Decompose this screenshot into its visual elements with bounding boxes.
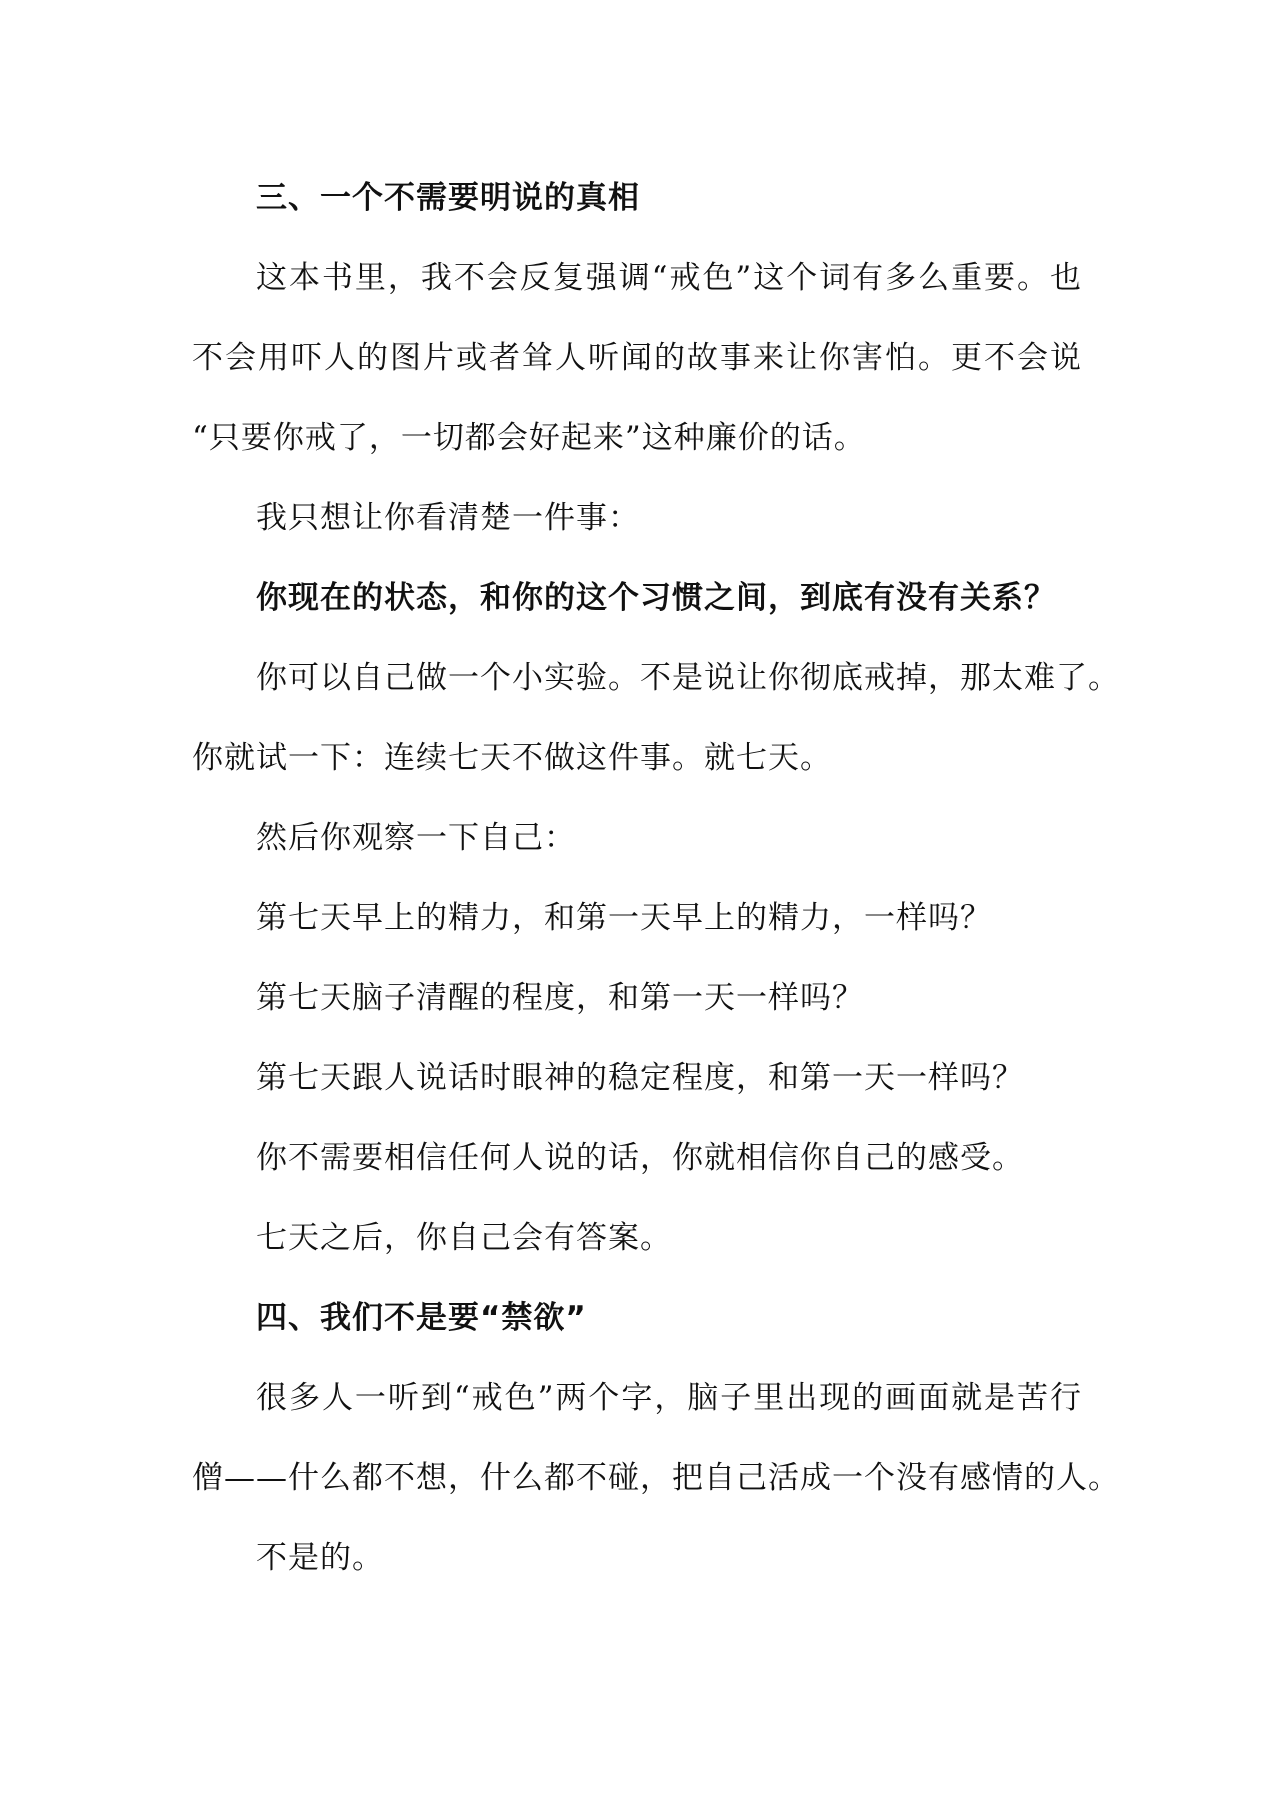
paragraph-line: 这本书里，我不会反复强调“戒色”这个词有多么重要。也 <box>256 260 1082 296</box>
paragraph-line: 僧——什么都不想，什么都不碰，把自己活成一个没有感情的人。 <box>192 1460 1120 1496</box>
paragraph-line: 七天之后，你自己会有答案。 <box>256 1220 672 1256</box>
paragraph-line: 你不需要相信任何人说的话，你就相信你自己的感受。 <box>256 1140 1024 1176</box>
paragraph-line: “只要你戒了，一切都会好起来”这种廉价的话。 <box>192 420 866 456</box>
paragraph-line: 不是的。 <box>256 1540 384 1576</box>
paragraph-line: 你可以自己做一个小实验。不是说让你彻底戒掉，那太难了。 <box>256 660 1120 696</box>
paragraph-line: 第七天脑子清醒的程度，和第一天一样吗？ <box>256 980 864 1016</box>
paragraph-line: 第七天早上的精力，和第一天早上的精力，一样吗？ <box>256 900 992 936</box>
paragraph-line: 第七天跟人说话时眼神的稳定程度，和第一天一样吗？ <box>256 1060 1024 1096</box>
paragraph-line: 你就试一下：连续七天不做这件事。就七天。 <box>192 740 832 776</box>
paragraph-line: 很多人一听到“戒色”两个字，脑子里出现的画面就是苦行 <box>256 1380 1082 1416</box>
section-heading-3: 三、一个不需要明说的真相 <box>256 180 640 216</box>
section-heading-4: 四、我们不是要“禁欲” <box>256 1300 587 1336</box>
emphasis-question: 你现在的状态，和你的这个习惯之间，到底有没有关系？ <box>256 580 1056 616</box>
paragraph-line: 不会用吓人的图片或者耸人听闻的故事来让你害怕。更不会说 <box>192 340 1082 376</box>
paragraph-line: 我只想让你看清楚一件事： <box>256 500 640 536</box>
paragraph-line: 然后你观察一下自己： <box>256 820 576 856</box>
